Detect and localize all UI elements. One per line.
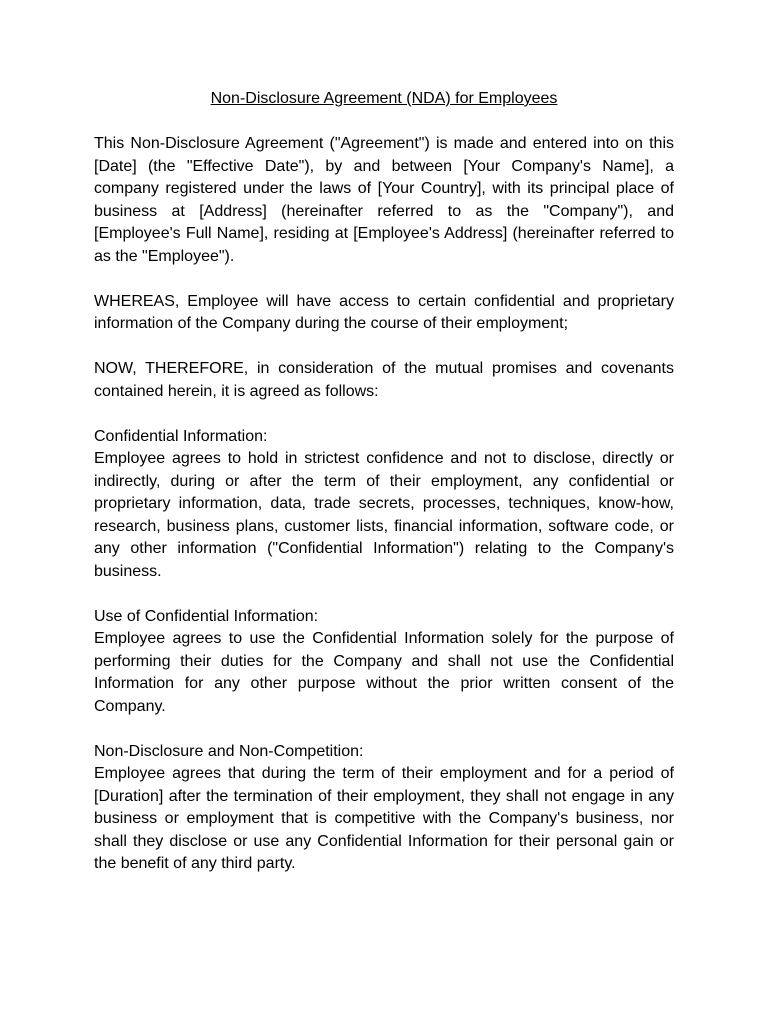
section-body: Employee agrees to hold in strictest confidence and not to disclose, directly or indirectly, during or after the term of their employment, any confidential or proprietary information, data, trade secrets, processes, techniques, know-how, research, business plans, customer lists, financial information, software code, or any other information ("Confidential Information") relating to the Company's business. <box>94 450 674 580</box>
section-body: Employee agrees that during the term of their employment and for a period of [Duration] after the termination of their employment, they shall not engage in any business or employment that is competitive with the Company's business, nor shall they disclose or use any Confidential Information for their personal gain or the benefit of any third party. <box>94 765 674 872</box>
section-use-of-confidential-information <box>94 606 674 719</box>
section-non-disclosure-non-competition <box>94 741 674 876</box>
now-therefore-paragraph: NOW, THEREFORE, in consideration of the mutual promises and covenants contained herein, it is agreed as follows: <box>94 360 674 400</box>
document-body <box>94 88 674 898</box>
section-confidential-information <box>94 426 674 584</box>
section-heading: Non-Disclosure and Non-Competition: <box>94 742 364 760</box>
section-heading: Use of Confidential Information: <box>94 607 319 625</box>
section-heading: Confidential Information: <box>94 427 268 445</box>
section-body: Employee agrees to use the Confidential Information solely for the purpose of performing their duties for the Company and shall not use the Confidential Information for any other purpose without the prior written consent of the Company. <box>94 630 674 715</box>
intro-paragraph: This Non-Disclosure Agreement ("Agreement") is made and entered into on this [Date] (the "Effective Date"), by and between [Your Company's Name], a company registered under the laws of [Your Country], with its principal place of business at [Address] (hereinafter referred to as the "Company"), and [Employee's Full Name], residing at [Employee's Address] (hereinafter referred to as the "Employee"). <box>94 135 674 265</box>
whereas-paragraph: WHEREAS, Employee will have access to certain confidential and proprietary information of the Company during the course of their employment; <box>94 292 674 332</box>
document-title: Non-Disclosure Agreement (NDA) for Employees <box>210 90 558 107</box>
